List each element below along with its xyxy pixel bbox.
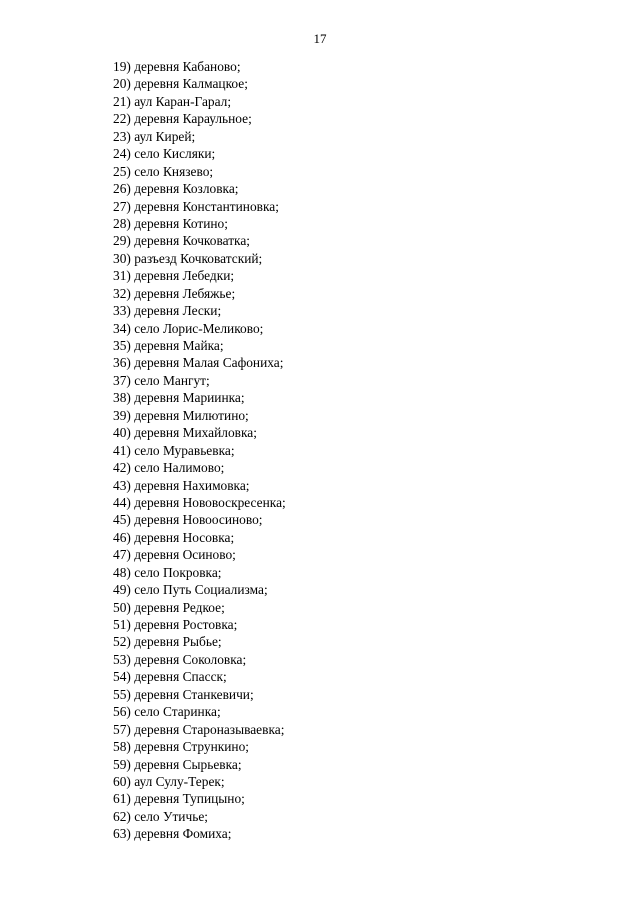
list-item: 25) село Князево; [113,163,214,179]
list-item: 58) деревня Стрункино; [113,739,249,755]
list-item: 53) деревня Соколовка; [113,651,247,667]
list-item: 62) село Утичье; [113,808,208,824]
list-item: 56) село Старинка; [113,704,221,720]
list-item: 48) село Покровка; [113,564,222,580]
settlement-list [113,58,286,843]
list-item: 50) деревня Редкое; [113,599,225,615]
list-item: 49) село Путь Социализма; [113,582,268,598]
list-item: 33) деревня Лески; [113,303,222,319]
list-item: 38) деревня Мариинка; [113,390,245,406]
list-item: 22) деревня Караульное; [113,111,252,127]
list-item: 63) деревня Фомиха; [113,826,232,842]
list-item: 51) деревня Ростовка; [113,617,238,632]
list-item: 28) деревня Котино; [113,215,228,231]
list-item: 40) деревня Михайловка; [113,425,257,441]
list-item: 30) разъезд Кочковатский; [113,250,263,266]
list-item: 27) деревня Константиновка; [113,198,279,214]
list-item: 21) аул Каран-Гарал; [113,93,232,109]
list-item: 47) деревня Осиново; [113,547,236,563]
list-item: 29) деревня Кочковатка; [113,233,251,249]
list-item: 45) деревня Новоосиново; [113,512,263,528]
list-item: 34) село Лорис-Меликово; [113,320,264,336]
list-item: 42) село Налимово; [113,460,225,476]
list-item: 61) деревня Тупицыно; [113,791,245,807]
page-number: 17 [313,31,327,46]
list-item: 23) аул Кирей; [113,128,196,144]
list-item: 39) деревня Милютино; [113,407,249,423]
list-item: 44) деревня Нововоскресенка; [113,494,286,510]
list-item: 55) деревня Станкевичи; [113,686,254,702]
list-item: 41) село Муравьевка; [113,442,235,458]
list-item: 31) деревня Лебедки; [113,268,235,284]
list-item: 43) деревня Нахимовка; [113,477,250,493]
list-item: 60) аул Сулу-Терек; [113,773,225,789]
list-item: 24) село Кисляки; [113,146,216,162]
list-item: 59) деревня Сырьевка; [113,756,242,772]
list-item: 37) село Мангут; [113,372,210,388]
list-item: 35) деревня Майка; [113,338,224,353]
list-item: 57) деревня Староназываевка; [113,721,285,737]
list-item: 19) деревня Кабаново; [113,59,241,74]
list-item: 26) деревня Козловка; [113,181,239,197]
list-item: 20) деревня Калмацкое; [113,76,248,92]
list-item: 36) деревня Малая Сафониха; [113,355,284,371]
list-item: 54) деревня Спасск; [113,669,227,685]
list-item: 52) деревня Рыбье; [113,634,222,650]
list-item: 46) деревня Носовка; [113,529,235,545]
list-item: 32) деревня Лебяжье; [113,285,236,301]
